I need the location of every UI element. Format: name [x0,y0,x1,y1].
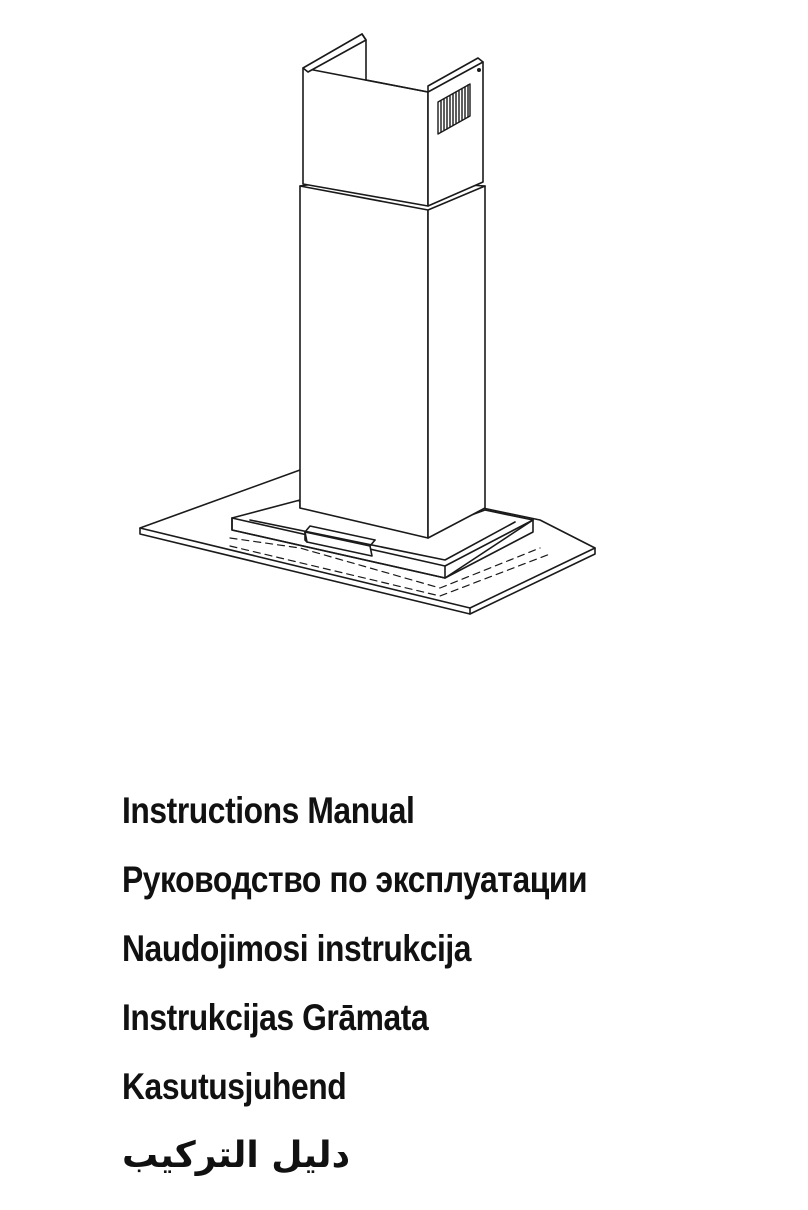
title-estonian: Kasutusjuhend [122,1066,347,1107]
title-russian: Руководство по эксплуатации [122,859,588,900]
title-arabic: دليل التركيب [122,1135,351,1176]
title-lithuanian: Naudojimosi instrukcija [122,928,472,969]
manual-titles [122,776,762,1190]
title-english: Instructions Manual [122,790,415,831]
title-latvian: Instrukcijas Grāmata [122,997,429,1038]
